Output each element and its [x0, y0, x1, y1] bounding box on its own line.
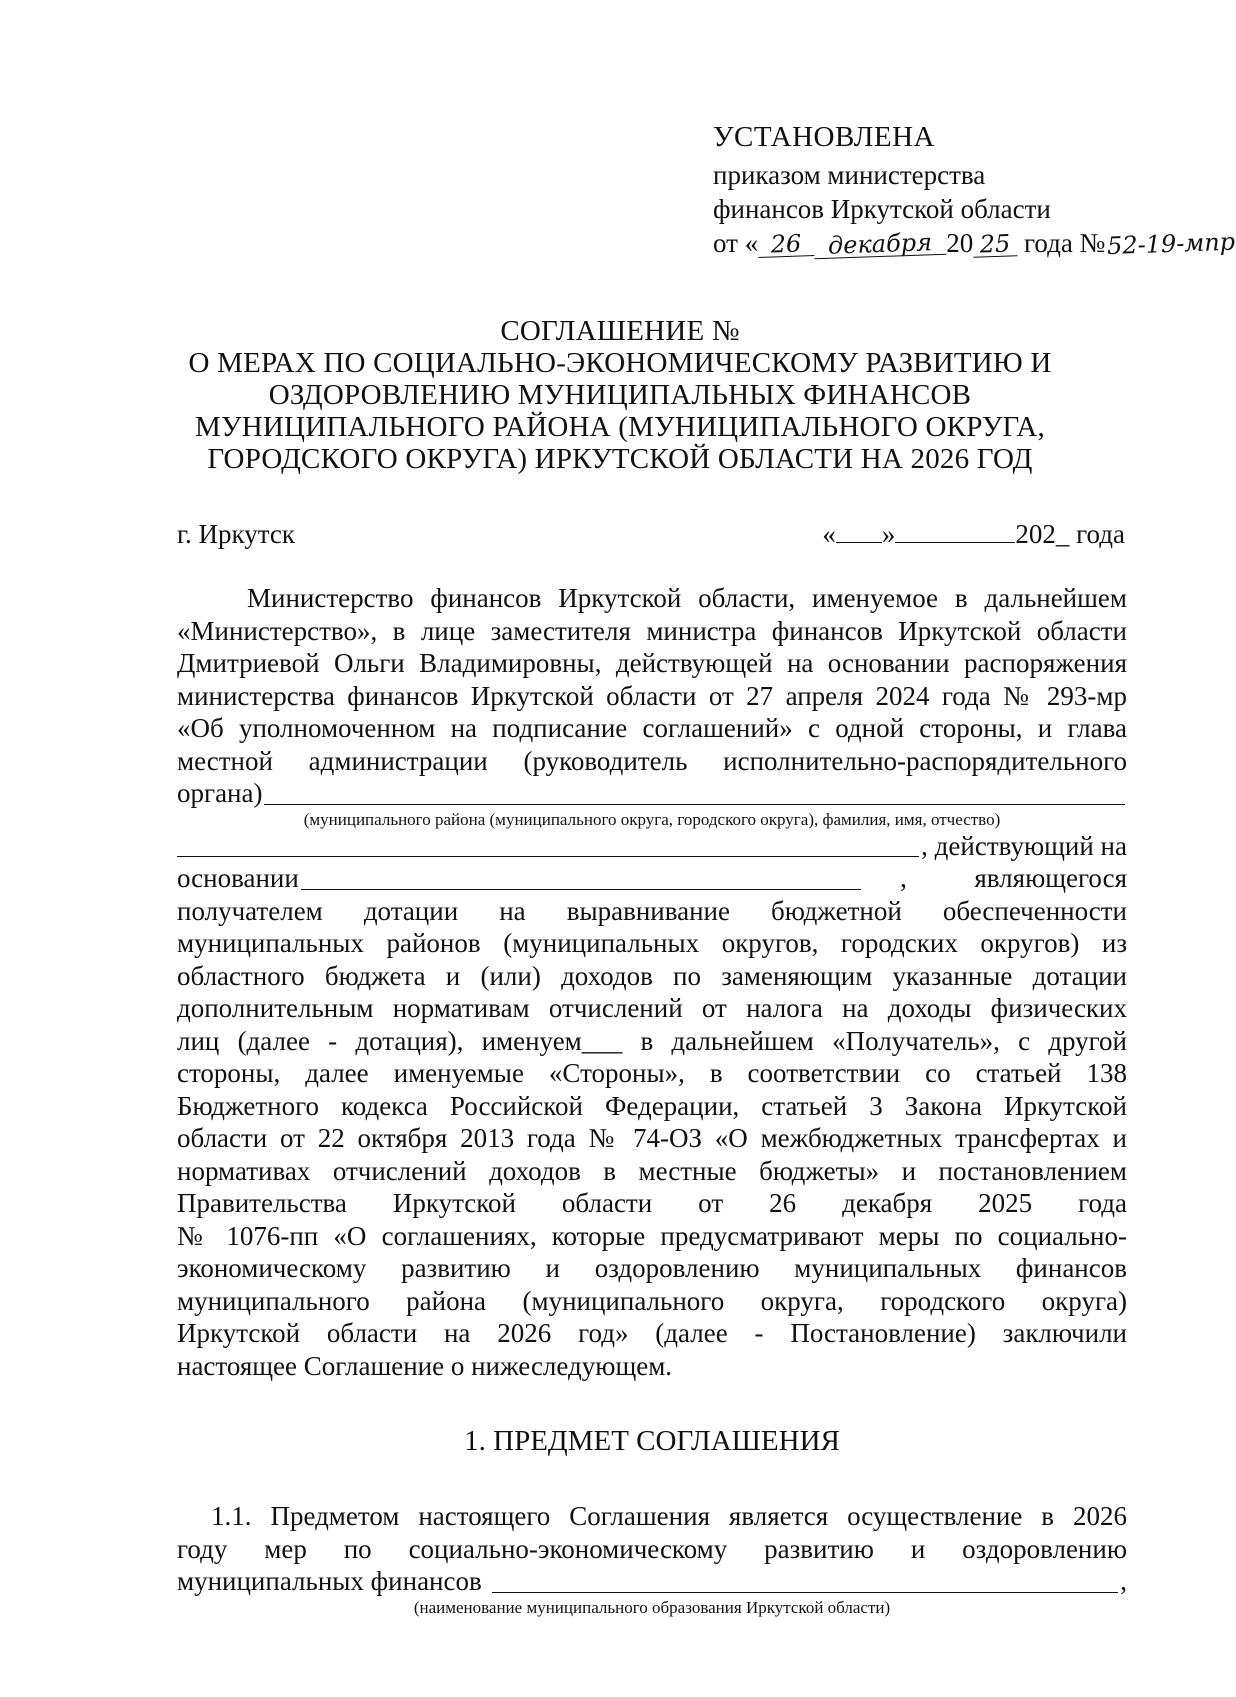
text-line: «Министерство», в лице заместителя министра финансов Иркутской области — [177, 615, 1127, 646]
approval-heading: УСТАНОВЛЕНА — [713, 121, 935, 153]
text-line: местной администрации (руководитель исполнительно-распорядительного — [177, 745, 1127, 776]
municipality-blank — [492, 1566, 1119, 1593]
text-line: нормативах отчислений доходов в местные бюджеты» и постановлением — [177, 1155, 1127, 1186]
date-year: 202_ года — [1015, 519, 1125, 549]
text-line: лиц (далее - дотация), именуем___ в дальнейшем «Получатель», с другой — [177, 1025, 1127, 1056]
text-line: экономическому развитию и оздоровлению муниципальных финансов — [177, 1253, 1127, 1283]
text-line: стороны, далее именуемые «Стороны», в соответствии со статьей 138 — [177, 1058, 1127, 1088]
text-line: дополнительным нормативам отчислений от налога на доходы физических — [177, 993, 1127, 1023]
approval-year-word: года № — [1023, 228, 1106, 258]
approval-line-1: приказом министерства — [713, 160, 986, 190]
text-line: «Об уполномоченном на подписание соглашений» с одной стороны, и глава — [177, 713, 1127, 743]
date-close-quote: » — [881, 519, 896, 549]
text-line: министерства финансов Иркутской области от 27 апреля 2024 года № 293-мр — [177, 680, 1127, 711]
title-line-5: ГОРОДСКОГО ОКРУГА) ИРКУТСКОЙ ОБЛАСТИ НА 2026 ГОД — [207, 443, 1033, 475]
approval-block — [713, 120, 1236, 261]
date-open-quote: « — [822, 519, 836, 549]
municipal-finances-label: муниципальных финансов — [177, 1566, 482, 1596]
approval-year-prefix: 20 — [946, 228, 974, 258]
basis-row — [177, 862, 1127, 895]
section-1-heading: 1. ПРЕДМЕТ СОГЛАШЕНИЯ — [464, 1425, 840, 1457]
head-name-hint: (муниципального района (муниципального округа, городского округа), фамилия, имя, отчество) — [303, 809, 1001, 829]
municipality-row — [177, 1565, 1127, 1598]
approval-order-line — [713, 226, 1236, 261]
head-of-administration-row — [177, 777, 1127, 810]
approval-line-2: финансов Иркутской области — [713, 194, 1051, 224]
text-line: области от 22 октября 2013 года № 74-ОЗ «О межбюджетных трансфертах и — [177, 1123, 1127, 1153]
municipality-hint: (наименование муниципального образования Иркутской области) — [413, 1597, 891, 1617]
day-blank — [836, 520, 882, 543]
text-line: Правительства Иркутской области от 26 декабря 2025 года — [177, 1188, 1127, 1218]
text-line: Дмитриевой Ольги Владимировны, действующей на основании распоряжения — [177, 648, 1127, 678]
head-name-blank — [264, 778, 1125, 805]
text-line: году мер по социально-экономическому развитию и оздоровлению — [177, 1533, 1127, 1564]
being-label: , являющегося — [900, 863, 1127, 893]
handwritten-year: 25 — [973, 231, 1018, 258]
month-blank — [895, 520, 1015, 543]
text-line: получателем дотации на выравнивание бюджетной обеспеченности — [177, 895, 1127, 926]
text-line: муниципальных районов (муниципальных округов, городских округов) из — [177, 928, 1127, 958]
text-line: настоящее Соглашение о нижеследующем. — [177, 1350, 673, 1381]
text-line: 1.1. Предметом настоящего Соглашения является осуществление в 2026 — [211, 1501, 1127, 1531]
acting-row — [177, 830, 1127, 863]
handwritten-order-number: 52-19-мпр — [1106, 227, 1236, 261]
text-line: № 1076-пп «О соглашениях, которые предусматривают меры по социально- — [177, 1220, 1127, 1251]
title-line-1: СОГЛАШЕНИЕ № — [500, 315, 740, 347]
basis-label: основании — [177, 863, 299, 893]
title-line-2: О МЕРАХ ПО СОЦИАЛЬНО-ЭКОНОМИЧЕСКОМУ РАЗВИТИЮ И — [188, 347, 1052, 379]
acting-blank — [177, 830, 919, 857]
preamble-paragraph — [177, 582, 1127, 1382]
text-line: Бюджетного кодекса Российской Федерации, статьей 3 Закона Иркутской — [177, 1090, 1127, 1121]
handwritten-month: декабря — [814, 230, 947, 260]
city: г. Иркутск — [177, 519, 295, 549]
approval-from: от « — [713, 228, 759, 258]
text-line: муниципального района (муниципального округа, городского округа) — [177, 1285, 1127, 1316]
acting-label: , действующий на — [921, 830, 1127, 861]
title-line-4: МУНИЦИПАЛЬНОГО РАЙОНА (МУНИЦИПАЛЬНОГО ОКРУГА, — [195, 411, 1045, 443]
text-line: областного бюджета и (или) доходов по заменяющим указанные дотации — [177, 960, 1127, 991]
text-line: Министерство финансов Иркутской области, именуемое в дальнейшем — [247, 583, 1127, 613]
agreement-date — [822, 518, 1125, 550]
municipality-comma: , — [1120, 1566, 1127, 1596]
handwritten-day: 26 — [758, 231, 815, 258]
document-title — [150, 315, 1090, 475]
clause-1-1 — [177, 1500, 1127, 1618]
title-line-3: ОЗДОРОВЛЕНИЮ МУНИЦИПАЛЬНЫХ ФИНАНСОВ — [268, 379, 972, 411]
basis-blank — [301, 863, 861, 890]
organ-label: органа) — [177, 778, 263, 808]
text-line: Иркутской области на 2026 год» (далее - Постановление) заключили — [177, 1318, 1127, 1348]
